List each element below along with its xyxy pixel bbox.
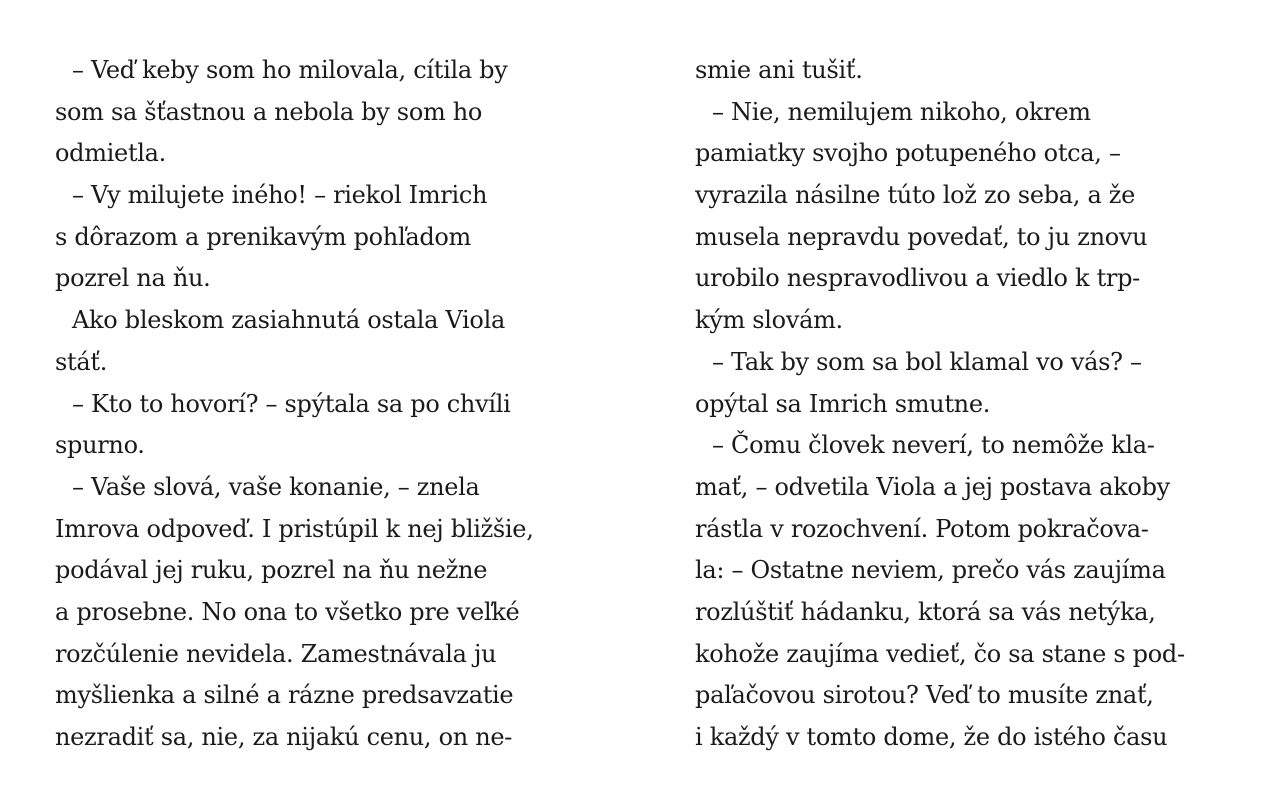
text-line: s dôrazom a prenikavým pohľadom (55, 222, 472, 251)
text-line: som sa šťastnou a nebola by som ho (55, 97, 483, 126)
text-line: paľačovou sirotou? Veď to musíte znať, (695, 681, 1154, 710)
text-line: kohože zaujíma vedieť, čo sa stane s pod- (695, 639, 1185, 668)
text-line: rozčúlenie nevidela. Zamestnávala ju (55, 639, 497, 668)
text-line: – Čomu človek neverí, to nemôže kla- (712, 431, 1155, 460)
text-line: la: – Ostatne neviem, prečo vás zaujíma (695, 556, 1166, 585)
text-line: i každý v tomto dome, že do istého času (695, 723, 1168, 751)
text-line: – Tak by som sa bol klamal vo vás? – (712, 347, 1142, 376)
text-line: spurno. (55, 431, 145, 460)
text-line: stáť. (55, 347, 108, 376)
text-line: urobilo nespravodlivou a viedlo k trp- (695, 264, 1140, 293)
right-page-text (695, 50, 1255, 759)
text-line: – Vy milujete iného! – riekol Imrich (72, 181, 488, 210)
text-line: odmietla. (55, 139, 167, 168)
text-line: Imrova odpoveď. I pristúpil k nej bližšie, (55, 514, 534, 543)
text-line: – Vaše slová, vaše konanie, – znela (72, 472, 480, 501)
text-line: vyrazila násilne túto lož zo seba, a že (695, 181, 1136, 210)
text-line: myšlienka a silné a rázne predsavzatie (55, 681, 514, 710)
text-line: pozrel na ňu. (55, 264, 211, 293)
text-line: rástla v rozochvení. Potom pokračova- (695, 514, 1149, 543)
text-line: – Kto to hovorí? – spýtala sa po chvíli (72, 389, 511, 418)
text-line: Ako bleskom zasiahnutá ostala Viola (72, 306, 505, 335)
text-line: – Nie, nemilujem nikoho, okrem (712, 97, 1091, 126)
text-line: nezradiť sa, nie, za nijakú cenu, on ne- (55, 723, 513, 751)
text-line: musela nepravdu povedať, to ju znovu (695, 222, 1148, 251)
left-page-text (55, 50, 615, 759)
text-line: rozlúštiť hádanku, ktorá sa vás netýka, (695, 597, 1156, 626)
text-line: kým slovám. (695, 306, 843, 335)
text-line: a prosebne. No ona to všetko pre veľké (55, 597, 520, 626)
text-line: podával jej ruku, pozrel na ňu nežne (55, 556, 488, 585)
text-line: smie ani tušiť. (695, 56, 863, 84)
text-line: pamiatky svojho potupeného otca, – (695, 139, 1121, 168)
text-line: – Veď keby som ho milovala, cítila by (72, 56, 508, 84)
text-line: opýtal sa Imrich smutne. (695, 389, 991, 418)
text-line: mať, – odvetila Viola a jej postava akoby (695, 472, 1170, 501)
